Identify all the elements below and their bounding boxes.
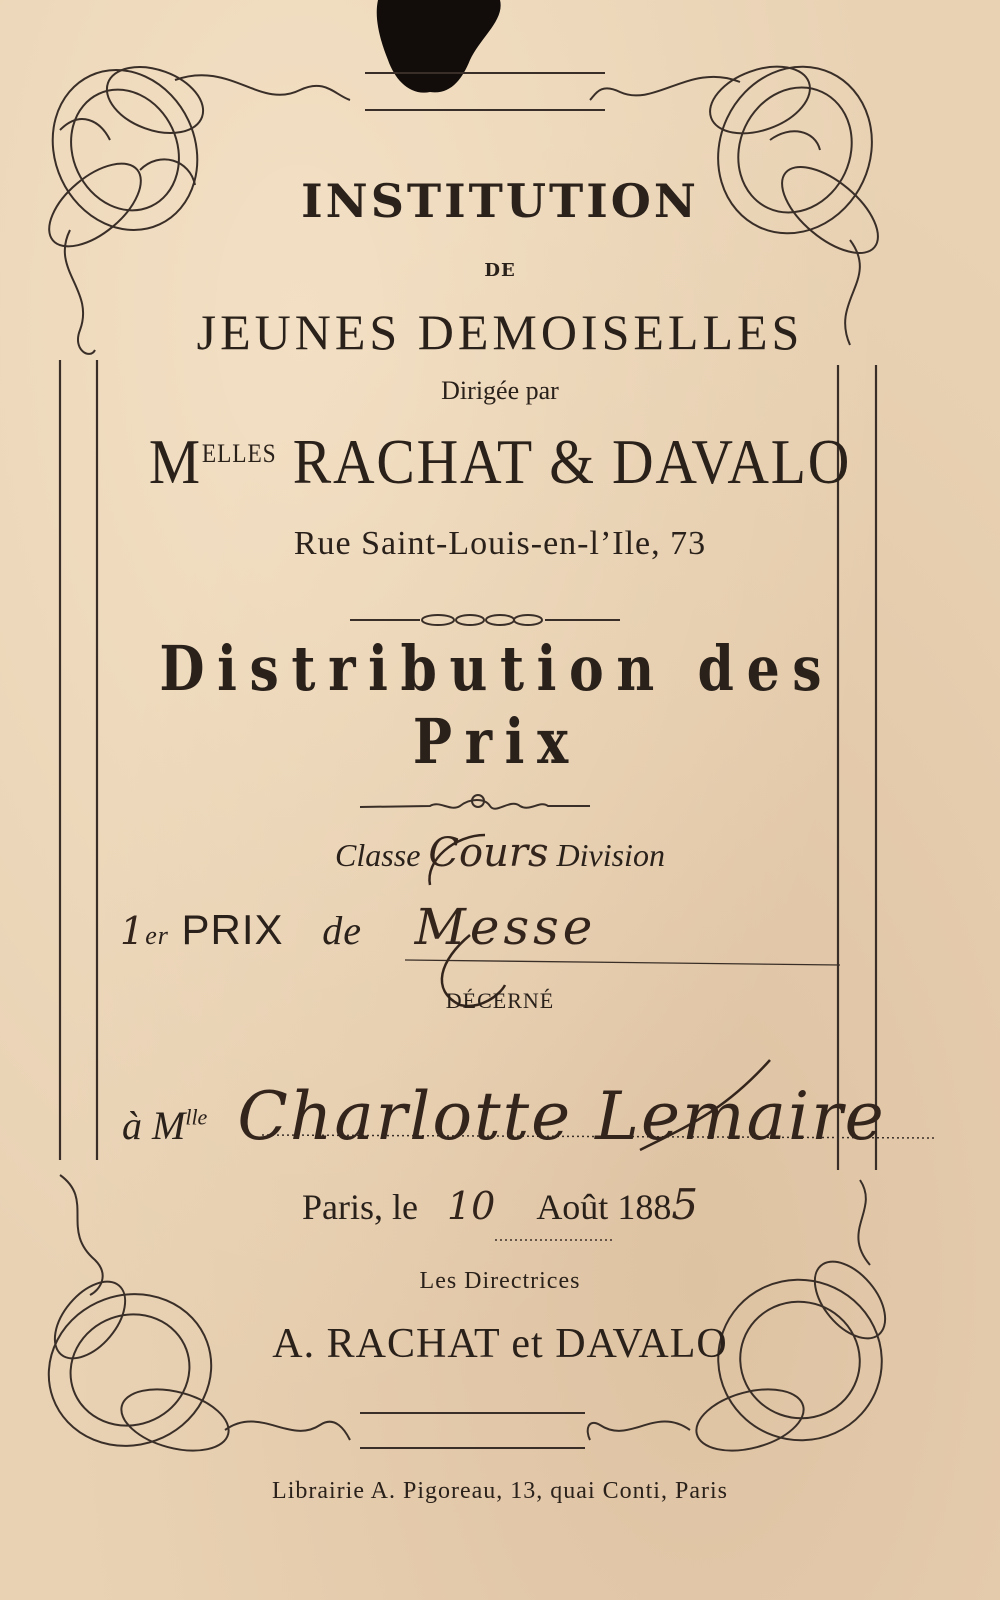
prize-subject: Messe (414, 898, 597, 956)
names-text: RACHAT & DAVALO (292, 426, 852, 497)
signature-names: A. RACHAT et DAVALO (272, 1321, 728, 1367)
prix-line (405, 960, 840, 965)
recipient-prefix: à M (122, 1103, 186, 1148)
ink-stain (377, 0, 501, 93)
recipient-row (122, 1078, 886, 1155)
classe-value: Cours (428, 830, 549, 876)
date-day: 10 (446, 1184, 496, 1228)
names-prefix-sup: ELLES (201, 439, 277, 468)
prize-rank: 1 (120, 909, 146, 953)
prix-row (120, 898, 596, 956)
directors-names (50, 425, 950, 499)
names-prefix: M (148, 426, 202, 497)
decerne-label: DÉCERNÉ (445, 988, 555, 1013)
classe-label: Classe (335, 837, 421, 873)
division-label: Division (556, 837, 665, 873)
date-row (0, 1180, 1000, 1229)
de-label: de (322, 908, 362, 953)
recipient-name: Charlotte Lemaire (237, 1078, 886, 1155)
institution-address: Rue Saint-Louis-en-l’Ile, 73 (293, 525, 707, 562)
document-title: Distribution des Prix (159, 632, 835, 778)
flourish-divider-2 (360, 795, 590, 809)
classe-row (0, 830, 1000, 876)
publisher-footer: Librairie A. Pigoreau, 13, quai Conti, Paris (272, 1478, 728, 1504)
date-place: Paris, le (301, 1187, 418, 1227)
recipient-prefix-sup: lle (185, 1104, 208, 1130)
directed-by-label: Dirigée par (441, 376, 559, 405)
jeunes-demoiselles-heading: JEUNES DEMOISELLES (196, 304, 804, 360)
prix-label: PRIX (181, 906, 284, 953)
date-month-year: Août 188 (536, 1187, 672, 1227)
flourish-divider-1 (350, 615, 620, 625)
directrices-label: Les Directrices (419, 1268, 581, 1294)
heading-connector: DE (484, 260, 516, 281)
institution-heading: INSTITUTION (301, 174, 699, 228)
date-year-digit: 5 (671, 1180, 699, 1229)
prize-rank-suffix: er (145, 921, 169, 950)
